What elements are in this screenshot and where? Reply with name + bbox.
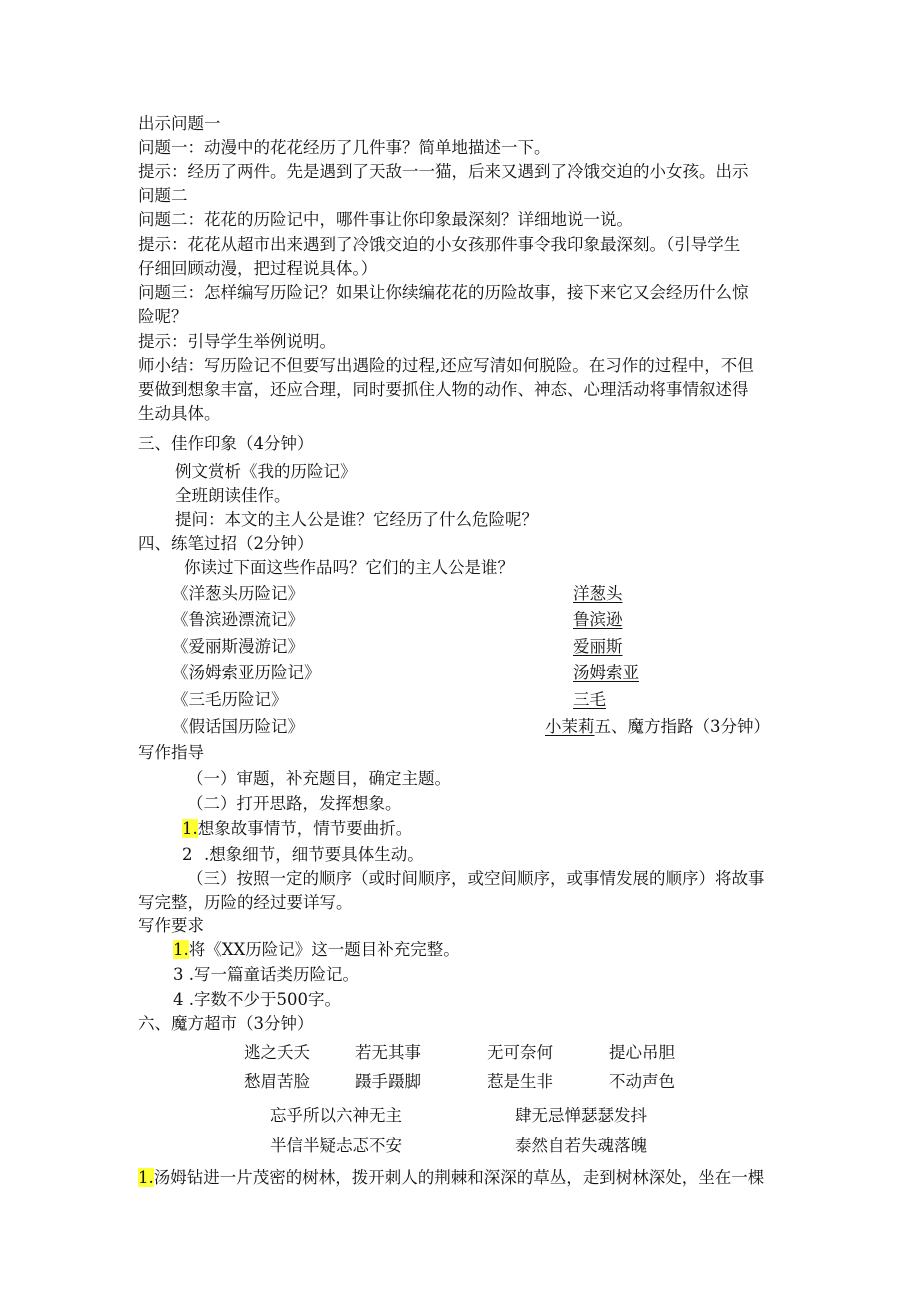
list-text: 将《XX历险记》这一题目补充完整。 (188, 940, 460, 959)
list-number: 1. (173, 940, 189, 959)
section4-question: 你读过下面这些作品吗？它们的主人公是谁？ (184, 558, 514, 577)
book-title: 《爱丽斯漫游记》 (172, 637, 304, 656)
book-hero: 小茉莉 (545, 717, 595, 736)
hint-two-line1: 提示：花花从超市出来遇到了冷饿交迫的小女孩那件事令我印象最深刻。（引导学生 (138, 235, 741, 254)
book-title: 《三毛历险记》 (172, 690, 288, 709)
section5-heading: 五、魔方指路（3分钟） (594, 717, 770, 736)
book-hero: 三毛 (573, 690, 606, 709)
word-item: 提心吊胆 (609, 1043, 675, 1062)
hint-one-line2: 问题二 (138, 186, 188, 205)
guide-step-three-line2: 写完整，历险的经过要详写。 (138, 893, 353, 912)
hint-one-line1: 提示：经历了两件。先是遇到了天敌一一猫，后来又遇到了冷饿交迫的小女孩。出示 (138, 162, 749, 181)
word-pair: 泰然自若失魂落魄 (515, 1136, 647, 1155)
guide-step-two-sub1 (182, 817, 412, 841)
question-three-line1: 问题三：怎样编写历险记？如果让你续编花花的历险故事，接下来它又会经历什么惊 (138, 283, 749, 302)
word-pair: 半信半疑忐忑不安 (270, 1136, 402, 1155)
writing-guide-title: 写作指导 (138, 743, 204, 762)
list-number: 1. (138, 1168, 154, 1187)
word-pair: 忘乎所以六神无主 (270, 1106, 402, 1125)
section3-heading: 三、佳作印象（4分钟） (138, 434, 314, 453)
word-item: 惹是生非 (487, 1072, 553, 1091)
book-title: 《汤姆索亚历险记》 (172, 663, 321, 682)
requirement-1 (173, 938, 460, 962)
book-title: 《鲁滨逊漂流记》 (172, 610, 304, 629)
book-hero: 爱丽斯 (573, 637, 623, 656)
writing-requirements-title: 写作要求 (138, 916, 204, 935)
book-hero: 汤姆索亚 (573, 663, 639, 682)
section4-heading: 四、练笔过招（2分钟） (138, 534, 314, 553)
question-two: 问题二：花花的历险记中，哪件事让你印象最深刻？详细地说一说。 (138, 210, 633, 229)
requirement-3: 4 .字数不少于500字。 (173, 990, 341, 1009)
list-text: 想象故事情节，情节要曲折。 (197, 819, 413, 838)
hint-three: 提示：引导学生举例说明。 (138, 332, 336, 351)
word-item: 若无其事 (355, 1043, 421, 1062)
requirement-2: 3 .写一篇童话类历险记。 (173, 965, 359, 984)
list-number: 1. (182, 819, 198, 838)
section3-item1: 例文赏析《我的历险记》 (175, 462, 357, 481)
question-one: 问题一：动漫中的花花经历了几件事？简单地描述一下。 (138, 138, 551, 157)
word-item: 无可奈何 (487, 1043, 553, 1062)
guide-step-two-sub2 (182, 843, 424, 867)
book-title: 《假话国历险记》 (172, 717, 304, 736)
book-hero: 洋葱头 (573, 584, 623, 603)
show-question-one: 出示问题一 (138, 114, 221, 133)
section3-item3: 提问：本文的主人公是谁？它经历了什么危险呢？ (175, 510, 538, 529)
teacher-summary-line3: 生动具体。 (138, 404, 221, 423)
teacher-summary-line1: 师小结：写历险记不但要写出遇险的过程,还应写清如何脱险。在习作的过程中，不但 (138, 356, 754, 375)
word-item: 不动声色 (609, 1072, 675, 1091)
word-pair: 肆无忌惮瑟瑟发抖 (515, 1106, 647, 1125)
guide-step-two: （二）打开思路，发挥想象。 (187, 794, 402, 813)
word-item: 愁眉苦脸 (244, 1072, 310, 1091)
list-text: 汤姆钻进一片茂密的树林，拨开刺人的荆棘和深深的草丛，走到树林深处，坐在一棵 (153, 1168, 765, 1187)
teacher-summary-line2: 要做到想象丰富，还应合理，同时要抓住人物的动作、神态、心理活动将事情叙述得 (138, 380, 749, 399)
list-number: 2 (182, 845, 193, 864)
word-item: 蹑手蹑脚 (355, 1072, 421, 1091)
book-hero: 鲁滨逊 (573, 610, 623, 629)
question-three-line2: 险呢？ (138, 307, 188, 326)
hint-two-line2: 仔细回顾动漫，把过程说具体。） (138, 259, 378, 278)
list-text: .想象细节，细节要具体生动。 (204, 845, 424, 864)
word-item: 逃之夭夭 (244, 1043, 310, 1062)
last-book-line (545, 715, 770, 739)
exercise-1 (138, 1166, 764, 1190)
section6-heading: 六、魔方超市（3分钟） (138, 1014, 314, 1033)
guide-step-one: （一）审题，补充题目，确定主题。 (187, 769, 451, 788)
book-title: 《洋葱头历险记》 (172, 584, 304, 603)
section3-item2: 全班朗读佳作。 (175, 486, 291, 505)
guide-step-three-line1: （三）按照一定的顺序（或时间顺序，或空间顺序，或事情发展的顺序）将故事 (187, 869, 765, 888)
